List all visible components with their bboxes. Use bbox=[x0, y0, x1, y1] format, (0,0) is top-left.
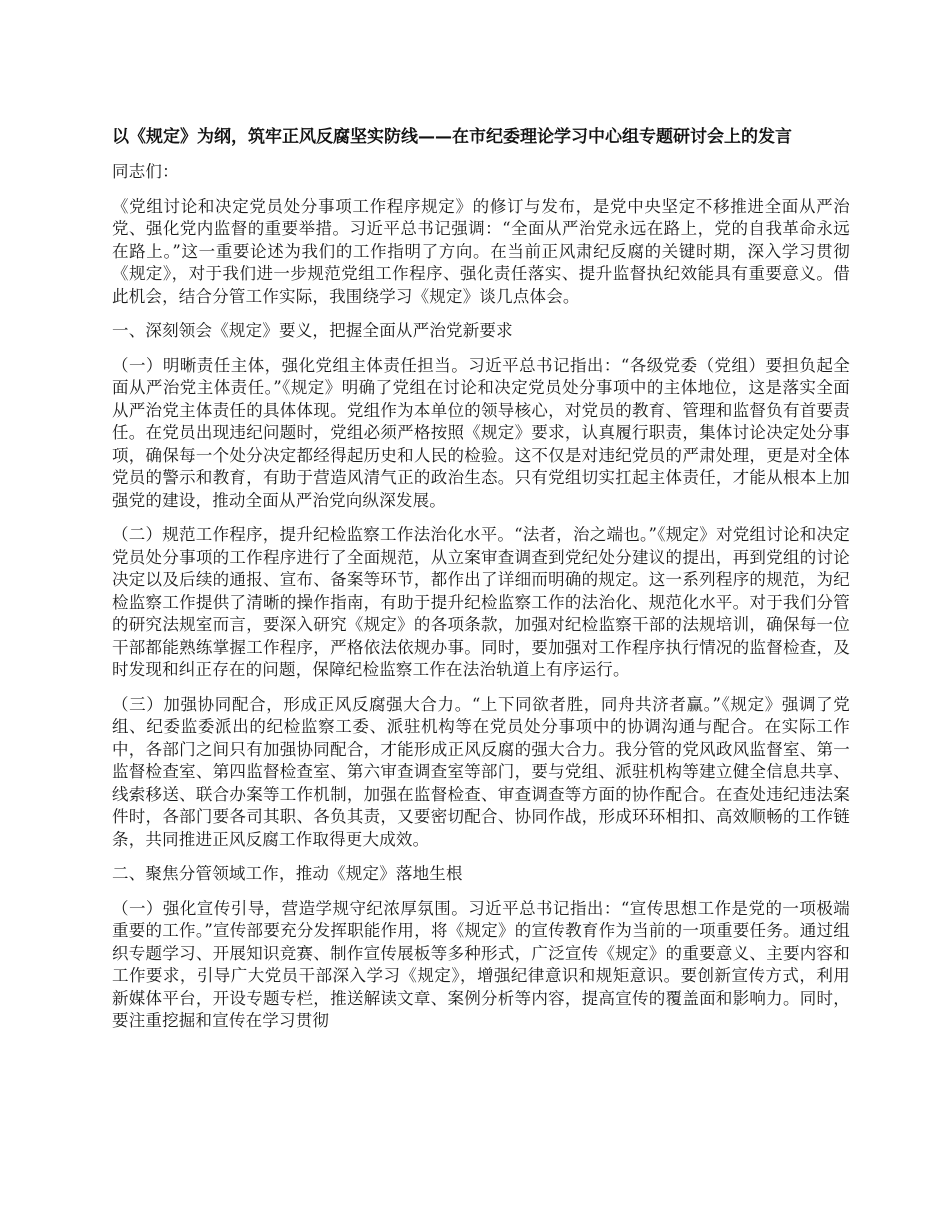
section-heading-1: 一、深刻领会《规定》要义，把握全面从严治党新要求 bbox=[112, 321, 513, 340]
salutation: 同志们： bbox=[112, 162, 179, 181]
document-title: 以《规定》为纲，筑牢正风反腐坚实防线——在市纪委理论学习中心组专题研讨会上的发言 bbox=[112, 127, 792, 147]
document-page bbox=[112, 126, 850, 1045]
intro-paragraph: 《党组讨论和决定党员处分事项工作程序规定》的修订与发布，是党中央坚定不移推进全面从严治党、强化党内监督的重要举措。习近平总书记强调：“全面从严治党永远在路上，党的自我革命永远在路上。”这一重要论述为我们的工作指明了方向。在当前正风肃纪反腐的关键时期，深入学习贯彻《规定》，对于我们进一步规范党组工作程序、强化责任落实、提升监督执纪效能具有重要意义。借此机会，结合分管工作实际，我围绕学习《规定》谈几点体会。 bbox=[112, 196, 850, 306]
section-2-paragraph-1: （一）强化宣传引导，营造学规守纪浓厚氛围。习近平总书记指出：“宣传思想工作是党的一项极端重要的工作。”宣传部要充分发挥职能作用，将《规定》的宣传教育作为当前的一项重要任务。通过组织专题学习、开展知识竞赛、制作宣传展板等多种形式，广泛宣传《规定》的重要意义、主要内容和工作要求，引导广大党员干部深入学习《规定》，增强纪律意识和规矩意识。要创新宣传方式，利用新媒体平台，开设专题专栏，推送解读文章、案例分析等内容，提高宣传的覆盖面和影响力。同时，要注重挖掘和宣传在学习贯彻 bbox=[112, 898, 850, 1030]
section-1-paragraph-2: （二）规范工作程序，提升纪检监察工作法治化水平。“法者，治之端也。”《规定》对党组讨论和决定党员处分事项的工作程序进行了全面规范，从立案审查调查到党纪处分建议的提出，再到党组的讨论决定以及后续的通报、宣布、备案等环节，都作出了详细而明确的规定。这一系列程序的规范，为纪检监察工作提供了清晰的操作指南，有助于提升纪检监察工作的法治化、规范化水平。对于我们分管的研究法规室而言，要深入研究《规定》的各项条款，加强对纪检监察干部的法规培训，确保每一位干部都能熟练掌握工作程序，严格依法依规办事。同时，要加强对工作程序执行情况的监督检查，及时发现和纠正存在的问题，保障纪检监察工作在法治轨道上有序运行。 bbox=[112, 525, 850, 679]
section-heading-2: 二、聚焦分管领域工作，推动《规定》落地生根 bbox=[112, 864, 463, 883]
section-1-paragraph-1: （一）明晰责任主体，强化党组主体责任担当。习近平总书记指出：“各级党委（党组）要担负起全面从严治党主体责任。”《规定》明确了党组在讨论和决定党员处分事项中的主体地位，这是落实全面从严治党主体责任的具体体现。党组作为本单位的领导核心，对党员的教育、管理和监督负有首要责任。在党员出现违纪问题时，党组必须严格按照《规定》要求，认真履行职责，集体讨论决定处分事项，确保每一个处分决定都经得起历史和人民的检验。这不仅是对违纪党员的严肃处理，更是对全体党员的警示和教育，有助于营造风清气正的政治生态。只有党组切实扛起主体责任，才能从根本上加强党的建设，推动全面从严治党向纵深发展。 bbox=[112, 355, 850, 510]
section-1-paragraph-3: （三）加强协同配合，形成正风反腐强大合力。“上下同欲者胜，同舟共济者赢。”《规定》强调了党组、纪委监委派出的纪检监察工委、派驻机构等在党员处分事项中的协调沟通与配合。在实际工作中，各部门之间只有加强协同配合，才能形成正风反腐的强大合力。我分管的党风政风监督室、第一监督检查室、第四监督检查室、第六审查调查室等部门，要与党组、派驻机构等建立健全信息共享、线索移送、联合办案等工作机制，加强在监督检查、审查调查等方面的协作配合。在查处违纪违法案件时，各部门要各司其职、各负其责，又要密切配合、协同作战，形成环环相扣、高效顺畅的工作链条，共同推进正风反腐工作取得更大成效。 bbox=[112, 694, 850, 849]
